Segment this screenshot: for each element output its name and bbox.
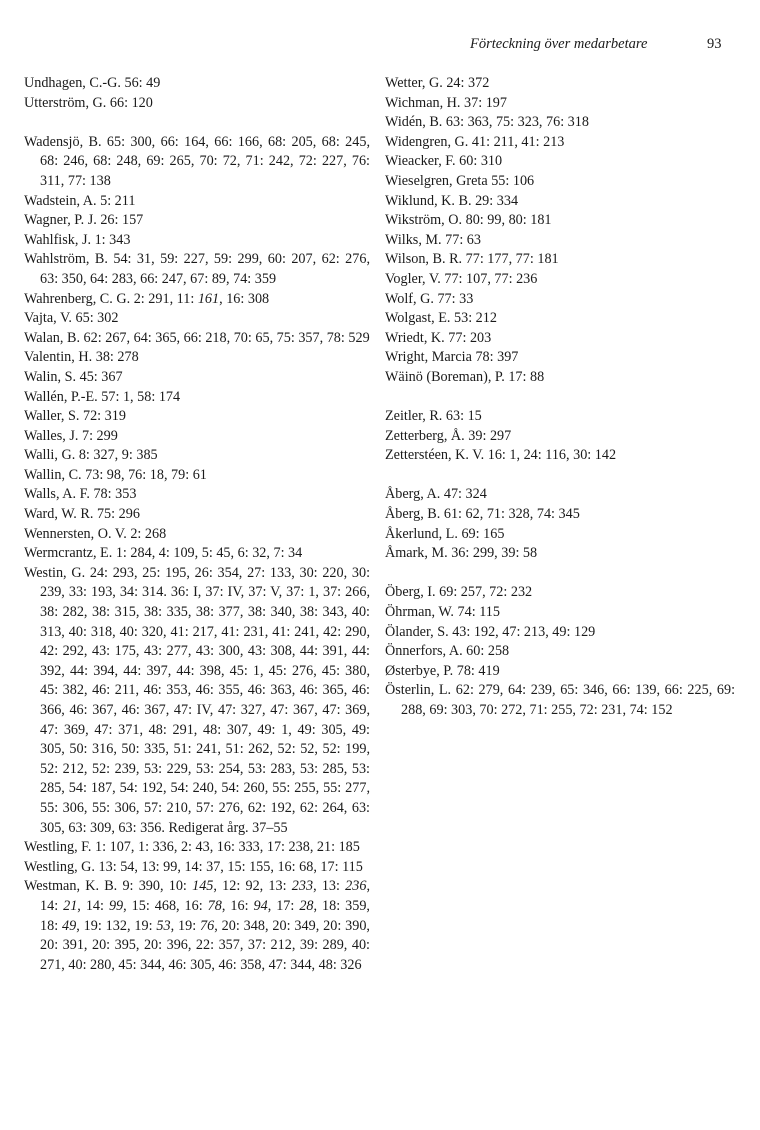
volume-page-refs: 53: 212 <box>454 310 497 327</box>
index-entry <box>385 505 735 525</box>
index-entry <box>385 603 735 623</box>
index-entry <box>24 485 370 505</box>
volume-page-refs: 2: 268 <box>130 525 167 542</box>
index-entry <box>24 838 370 858</box>
index-entry <box>385 623 735 643</box>
volume-page-refs: 75: 296 <box>96 506 140 523</box>
volume-page-refs: 24: 372 <box>446 75 490 91</box>
index-entry <box>385 662 735 682</box>
index-letter-group <box>385 485 735 563</box>
volume-page-refs: 38: 278 <box>95 349 139 366</box>
volume-page-refs: 54: 31, 59: 227, 59: 299, 60: 207, 62: 276, 63: 350, 64: 283, 66: 247, 67: 89, 74: 359 <box>40 251 371 287</box>
index-entry <box>24 192 370 212</box>
volume-page-refs: 7: 299 <box>81 427 118 444</box>
volume-page-refs: 80: 99, 80: 181 <box>465 212 552 229</box>
index-letter-group <box>385 407 735 466</box>
contributor-name: Wennersten, O. V. <box>24 525 127 542</box>
volume-page-refs: 24: 293, 25: 195, 26: 354, 27: 133, 30: 220, 30: 239, 33: 193, 34: 314. 36: I, 37: IV, 37: V, 37: 1, 37: 266, 38: 282, 38: 315, 38: 335, 38: 377, 38: 340, 38: 343, 40: 313, 40: 318, 40: 320, 41: 217, 41: 231, 41: 241, 42: 290, 42: 292, 43: 175, 43: 277, 43: 300, 43: 308, 44: 391, 44: 392, 44: 394, 44: 397, 44: 398, 45: 1, 45: 276, 45: 380, 45: 382, 46: 211, 46: 353, 46: 355, 46: 363, 46: 365, 46: 366, 46: 367, 46: 367, 47: IV, 47: 327, 47: 367, 47: 369, 47: 369, 47: 371, 48: 291, 48: 307, 49: 1, 49: 305, 49: 305, 50: 316, 50: 335, 51: 241, 51: 262, 52: 52, 52: 199, 52: 212, 52: 239, 53: 229, 53: 254, 53: 283, 53: 285, 53: 285, 54: 187, 54: 192, 54: 240, 54: 260, 55: 255, 55: 277, 55: 306, 55: 306, 57: 210, 57: 276, 62: 192, 62: 264, 63: 305, 63: 309, 63: 356. Redigerat årg. 37–55 <box>40 564 371 836</box>
volume-page-refs: 74: 115 <box>457 604 500 621</box>
contributor-name: Wolgast, E. <box>385 310 451 327</box>
volume-page-refs: 37: 197 <box>464 94 507 111</box>
contributor-name: Wahrenberg, C. G. <box>24 290 131 307</box>
contributor-name: Zeitler, R. <box>385 408 443 425</box>
index-entry <box>385 642 735 662</box>
page-number: 93 <box>707 36 722 52</box>
volume-page-refs: 1: 343 <box>94 231 131 248</box>
volume-page-refs: 60: 258 <box>466 643 510 660</box>
contributor-name: Westin, G. <box>24 564 86 581</box>
contributor-name: Wermcrantz, E. <box>24 545 113 562</box>
volume-page-refs: 1: 107, 1: 336, 2: 43, 16: 333, 17: 238, 21: 185 <box>95 839 360 856</box>
contributor-name: Wolf, G. <box>385 290 434 307</box>
index-entry <box>385 407 735 427</box>
volume-page-refs: 8: 327, 9: 385 <box>78 447 158 464</box>
index-entry <box>24 466 370 486</box>
index-entry <box>24 544 370 564</box>
index-letter-group <box>385 583 735 720</box>
index-entry <box>24 329 370 349</box>
index-entry <box>385 681 735 720</box>
contributor-name: Österlin, L. <box>385 682 452 699</box>
volume-page-refs: 9: 390, 10: 145, 12: 92, 13: 233, 13: 236, 14: 21, 14: 99, 15: 468, 16: 78, 16: 94, 17: 28, 18: 359, 18: 49, 19: 132, 19: 53, 19: 76, 20: 348, 20: 349, 20: 390, 20: 391, 20: 395, 20: 396, 22: 357, 37: 212, 39: 289, 40: 271, 40: 280, 45: 344, 46: 305, 46: 358, 47: 344, 48: 326 <box>40 878 370 973</box>
contributor-name: Wadstein, A. <box>24 192 97 209</box>
index-entry <box>385 270 735 290</box>
index-letter-group <box>24 133 370 976</box>
index-entry <box>24 877 370 975</box>
index-entry <box>385 113 735 133</box>
volume-page-refs: 45: 367 <box>79 368 123 385</box>
contributor-name: Westling, F. <box>24 839 92 856</box>
contributor-name: Westling, G. <box>24 858 95 875</box>
contributor-name: Wilks, M. <box>385 231 442 248</box>
volume-page-refs: 77: 203 <box>448 329 492 346</box>
contributor-name: Widengren, G. <box>385 133 469 150</box>
index-entry <box>385 485 735 505</box>
contributor-name: Widén, B. <box>385 114 443 131</box>
contributor-name: Wiklund, K. B. <box>385 192 472 209</box>
contributor-name: Ward, W. R. <box>24 506 94 523</box>
contributor-name: Walli, G. <box>24 447 76 464</box>
contributor-name: Åmark, M. <box>385 545 448 562</box>
volume-page-refs: 26: 157 <box>100 212 144 229</box>
contributor-name: Walles, J. <box>24 427 79 444</box>
contributor-name: Wagner, P. J. <box>24 212 97 229</box>
index-entry <box>385 152 735 172</box>
volume-page-refs: 41: 211, 41: 213 <box>471 133 565 150</box>
contributor-name: Wadensjö, B. <box>24 133 102 150</box>
index-entry <box>24 348 370 368</box>
index-entry <box>385 348 735 368</box>
contributor-name: Vajta, V. <box>24 310 72 327</box>
contributor-name: Wikström, O. <box>385 212 463 229</box>
volume-page-refs: 57: 1, 58: 174 <box>101 388 181 405</box>
right-column <box>385 74 735 740</box>
contributor-name: Walan, B. <box>24 329 80 346</box>
index-entry <box>385 74 735 94</box>
index-entry <box>24 368 370 388</box>
contributor-name: Ölander, S. <box>385 623 449 640</box>
index-letter-group <box>24 74 370 113</box>
volume-page-refs: 77: 177, 77: 181 <box>465 251 559 268</box>
contributor-name: Valentin, H. <box>24 349 93 366</box>
index-letter-group <box>385 74 735 388</box>
volume-page-refs: 77: 33 <box>437 290 474 307</box>
index-entry <box>385 368 735 388</box>
contributor-name: Wahlström, B. <box>24 251 108 268</box>
contributor-name: Önnerfors, A. <box>385 643 463 660</box>
volume-page-refs: 69: 165 <box>461 525 505 542</box>
volume-page-refs: 16: 1, 24: 116, 30: 142 <box>487 447 617 464</box>
contributor-name: Vogler, V. <box>385 270 441 287</box>
index-entry <box>385 446 735 466</box>
volume-page-refs: 17: 88 <box>508 368 545 385</box>
contributor-name: Åkerlund, L. <box>385 525 458 542</box>
volume-page-refs: 77: 63 <box>445 231 481 248</box>
volume-page-refs: 39: 297 <box>468 427 512 444</box>
volume-page-refs: 65: 300, 66: 164, 66: 166, 68: 205, 68: 245, 68: 246, 68: 248, 69: 265, 70: 72, 71: 242, 72: 227, 76: 311, 77: 138 <box>40 133 371 189</box>
contributor-name: Åberg, B. <box>385 506 441 523</box>
index-entry <box>24 525 370 545</box>
index-entry <box>24 231 370 251</box>
index-entry <box>24 309 370 329</box>
index-entry <box>385 525 735 545</box>
running-header-title: Förteckning över medarbetare <box>470 36 648 52</box>
contributor-name: Wetter, G. <box>385 75 443 91</box>
volume-page-refs: 78: 419 <box>456 662 500 679</box>
volume-page-refs: 55: 106 <box>491 172 535 189</box>
contributor-name: Undhagen, C.-G. <box>24 75 121 91</box>
contributor-name: Wright, Marcia <box>385 349 472 366</box>
index-entry <box>24 564 370 838</box>
index-entry <box>385 583 735 603</box>
contributor-name: Wieselgren, Greta <box>385 172 488 189</box>
index-entry <box>24 858 370 878</box>
contributor-name: Wallén, P.-E. <box>24 388 98 405</box>
contributor-name: Wichman, H. <box>385 94 461 111</box>
volume-page-refs: 43: 192, 47: 213, 49: 129 <box>452 623 596 640</box>
volume-page-refs: 78: 353 <box>93 486 137 503</box>
contributor-name: Wieacker, F. <box>385 153 456 170</box>
index-entry <box>385 250 735 270</box>
volume-page-refs: 13: 54, 13: 99, 14: 37, 15: 155, 16: 68, 17: 115 <box>98 858 363 875</box>
index-entry <box>385 309 735 329</box>
volume-page-refs: 36: 299, 39: 58 <box>451 545 538 562</box>
index-entry <box>24 290 370 310</box>
contributor-name: Wallin, C. <box>24 466 82 483</box>
volume-page-refs: 65: 302 <box>75 310 119 327</box>
index-entry <box>24 505 370 525</box>
volume-page-refs: 77: 107, 77: 236 <box>444 270 538 287</box>
left-column <box>24 74 370 995</box>
contributor-name: Walin, S. <box>24 368 77 385</box>
contributor-name: Wäinö (Boreman), P. <box>385 368 505 385</box>
volume-page-refs: 61: 62, 71: 328, 74: 345 <box>443 506 580 523</box>
volume-page-refs: 47: 324 <box>443 486 487 503</box>
contributor-name: Zetterberg, Å. <box>385 427 465 444</box>
index-entry <box>385 544 735 564</box>
volume-page-refs: 69: 257, 72: 232 <box>439 584 533 601</box>
index-entry <box>385 94 735 114</box>
volume-page-refs: 62: 267, 64: 365, 66: 218, 70: 65, 75: 357, 78: 529 <box>83 329 370 346</box>
index-entry <box>24 427 370 447</box>
volume-page-refs: 62: 279, 64: 239, 65: 346, 66: 139, 66: 225, 69: 288, 69: 303, 70: 272, 71: 255, 72: 231, 74: 152 <box>401 682 736 718</box>
contributor-name: Wriedt, K. <box>385 329 445 346</box>
contributor-name: Waller, S. <box>24 408 80 425</box>
index-entry <box>24 74 370 94</box>
contributor-name: Wilson, B. R. <box>385 251 463 268</box>
contributor-name: Åberg, A. <box>385 486 441 503</box>
index-entry <box>385 427 735 447</box>
volume-page-refs: 5: 211 <box>100 192 136 209</box>
contributor-name: Wahlfisk, J. <box>24 231 92 248</box>
index-entry <box>24 250 370 289</box>
index-entry <box>24 133 370 192</box>
volume-page-refs: 60: 310 <box>459 153 503 170</box>
index-entry <box>24 388 370 408</box>
volume-page-refs: 66: 120 <box>109 94 153 111</box>
index-entry <box>24 94 370 114</box>
volume-page-refs: 63: 363, 75: 323, 76: 318 <box>445 114 589 131</box>
contributor-name: Østerbye, P. <box>385 662 454 679</box>
volume-page-refs: 72: 319 <box>82 408 126 425</box>
volume-page-refs: 63: 15 <box>445 408 482 425</box>
index-entry <box>385 172 735 192</box>
contributor-name: Westman, K. B. <box>24 878 118 895</box>
volume-page-refs: 56: 49 <box>124 75 161 91</box>
index-entry <box>385 192 735 212</box>
contributor-name: Öberg, I. <box>385 584 436 601</box>
index-entry <box>24 407 370 427</box>
contributor-name: Utterström, G. <box>24 94 107 111</box>
contributor-name: Walls, A. F. <box>24 486 90 503</box>
index-entry <box>24 211 370 231</box>
volume-page-refs: 29: 334 <box>475 192 519 209</box>
index-entry <box>385 290 735 310</box>
contributor-name: Öhrman, W. <box>385 604 454 621</box>
volume-page-refs: 1: 284, 4: 109, 5: 45, 6: 32, 7: 34 <box>115 545 303 562</box>
volume-page-refs: 73: 98, 76: 18, 79: 61 <box>85 466 207 483</box>
volume-page-refs: 2: 291, 11: 161, 16: 308 <box>133 290 270 307</box>
volume-page-refs: 78: 397 <box>475 349 519 366</box>
contributor-name: Zetterstéen, K. V. <box>385 447 485 464</box>
index-entry <box>385 329 735 349</box>
index-entry <box>385 133 735 153</box>
index-entry <box>385 211 735 231</box>
index-entry <box>385 231 735 251</box>
index-entry <box>24 446 370 466</box>
